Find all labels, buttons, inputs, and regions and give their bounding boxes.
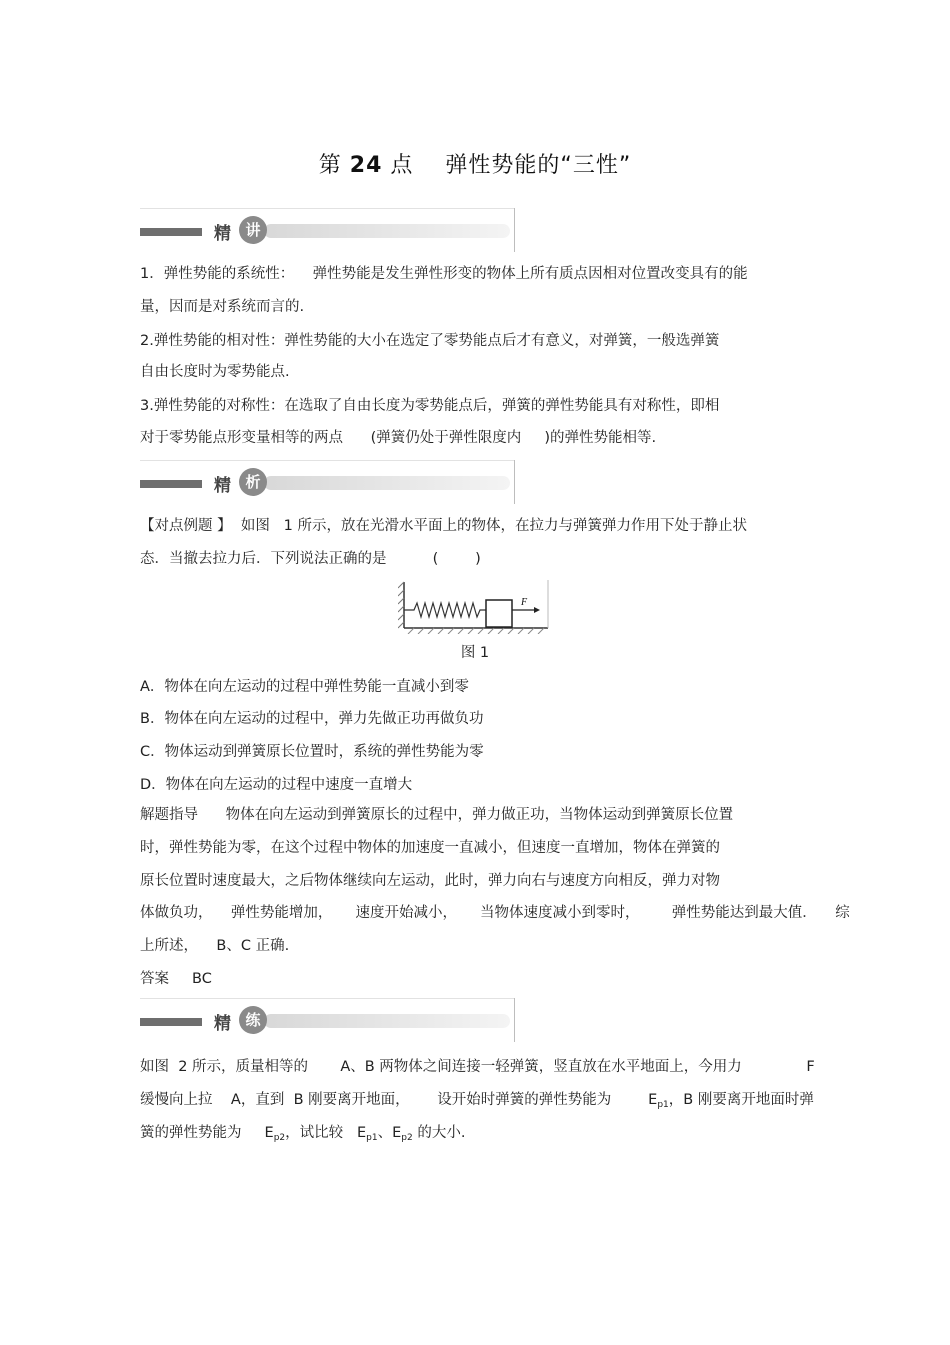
figure-caption: 图 1 [460,645,490,661]
title-main: 弹性势能的“三性” [445,153,632,178]
subscript: p1 [657,1100,669,1110]
subscript: p2 [273,1133,286,1143]
lecture-line-5: 3.弹性势能的对称性：在选取了自由长度为零势能点后，弹簧的弹性势能具有对称性，即相 [140,398,720,414]
lecture-line-1: 1．弹性势能的系统性： 弹性势能是发生弹性形变的物体上所有质点因相对位置改变具有的能 [140,266,748,282]
option-d: D．物体在向左运动的过程中速度一直增大 [140,777,413,793]
example-question-line-1: 【对点例题 】 如图 1 所示，放在光滑水平面上的物体，在拉力与弹簧弹力作用下处于静止状 [140,518,747,534]
section-banner-jingjiang [140,208,516,252]
lecture-line-4: 自由长度时为零势能点. [140,364,290,380]
banner-word: 精 [214,1014,231,1034]
option-c: C．物体运动到弹簧原长位置时，系统的弹性势能为零 [140,744,484,760]
practice-text: ，试比较 E [285,1125,367,1141]
answer: 答案 BC [140,971,212,987]
figure-spring-block [398,580,550,634]
practice-line-3 [140,1123,465,1148]
banner-badge: 析 [239,468,267,496]
title-suffix: 点 [390,153,414,178]
solution-line-5: 上所述， B、C 正确. [140,938,290,954]
practice-text: 簧的弹性势能为 E [140,1125,274,1141]
title-number: 24 [349,153,383,178]
practice-text: 缓慢向上拉 A，直到 B 刚要离开地面， 设开始时弹簧的弹性势能为 E [140,1092,658,1108]
section-banner-jingxi [140,460,516,504]
example-question-line-2: 态．当撤去拉力后．下列说法正确的是 ( ) [140,551,481,567]
practice-line-1: 如图 2 所示，质量相等的 A、B 两物体之间连接一轻弹簧，竖直放在水平地面上，今用力 F [140,1059,815,1075]
page-title [0,148,950,179]
subscript: p1 [366,1133,378,1143]
practice-text: 、E [377,1125,402,1141]
option-a: A．物体在向左运动的过程中弹性势能一直减小到零 [140,679,469,695]
option-b: B．物体在向左运动的过程中，弹力先做正功再做负功 [140,711,484,727]
section-banner-jinglian [140,998,516,1042]
lecture-line-3: 2.弹性势能的相对性：弹性势能的大小在选定了零势能点后才有意义，对弹簧，一般选弹簧 [140,333,720,349]
subscript: p2 [401,1133,413,1143]
force-label: F [521,597,528,608]
practice-text: 的大小. [412,1125,466,1141]
practice-line-2 [140,1090,814,1115]
block [486,600,512,627]
banner-word: 精 [214,224,231,244]
banner-badge: 练 [239,1006,267,1034]
solution-line-1: 解题指导 物体在向左运动到弹簧原长的过程中，弹力做正功，当物体运动到弹簧原长位置 [140,807,734,823]
solution-line-2: 时，弹性势能为零，在这个过程中物体的加速度一直减小，但速度一直增加，物体在弹簧的 [140,840,720,856]
title-prefix: 第 [318,153,342,178]
practice-text: ，B 刚要离开地面时弹 [668,1092,814,1108]
spring [404,603,486,617]
banner-word: 精 [214,476,231,496]
lecture-line-2: 量，因而是对系统而言的. [140,299,305,315]
lecture-line-6: 对于零势能点形变量相等的两点 (弹簧仍处于弹性限度内 )的弹性势能相等. [140,430,657,446]
solution-line-4: 体做负功， 弹性势能增加， 速度开始减小， 当物体速度减小到零时， 弹性势能达到最大值． 综 [140,905,850,921]
banner-badge: 讲 [239,216,267,244]
solution-line-3: 原长位置时速度最大，之后物体继续向左运动，此时，弹力向右与速度方向相反，弹力对物 [140,873,720,889]
